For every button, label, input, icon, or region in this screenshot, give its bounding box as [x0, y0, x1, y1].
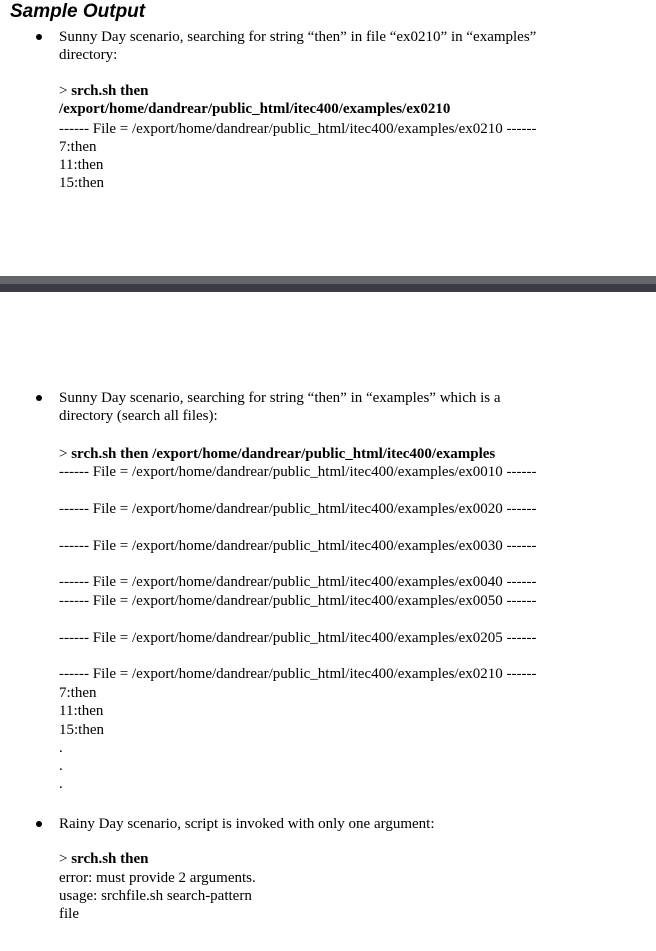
- output-line: 7:then: [59, 685, 97, 701]
- output-line: 15:then: [59, 722, 104, 738]
- output-line: ------ File = /export/home/dandrear/public_html/itec400/examples/ex0210 ------: [59, 666, 537, 682]
- output-line: ------ File = /export/home/dandrear/public_html/itec400/examples/ex0020 ------: [59, 501, 537, 517]
- section2-description-line1: Sunny Day scenario, searching for string “then” in “examples” which is a: [59, 390, 501, 406]
- command-prompt: >: [59, 851, 72, 867]
- bullet-icon: [36, 34, 42, 40]
- section1-description-line2: directory:: [59, 47, 118, 63]
- page-separator: [0, 276, 656, 292]
- output-line: 15:then: [59, 175, 104, 191]
- output-line: 7:then: [59, 139, 97, 155]
- command-text: srch.sh then /export/home/dandrear/public_html/itec400/examples: [71, 446, 496, 462]
- section3-description-line1: Rainy Day scenario, script is invoked with only one argument:: [59, 816, 435, 832]
- output-line: 11:then: [59, 703, 104, 719]
- output-line: usage: srchfile.sh search-pattern: [59, 888, 252, 904]
- output-line: error: must provide 2 arguments.: [59, 870, 256, 886]
- section2-description-line2: directory (search all files):: [59, 408, 218, 424]
- section1-command-line1: [59, 82, 148, 100]
- command-prompt: >: [59, 446, 72, 462]
- page-separator-highlight: [0, 276, 656, 284]
- ellipsis-dot: .: [59, 740, 63, 756]
- bullet-icon: [36, 821, 42, 827]
- section1-command-line2: /export/home/dandrear/public_html/itec400/examples/ex0210: [59, 101, 451, 117]
- bullet-icon: [36, 395, 42, 401]
- output-line: ------ File = /export/home/dandrear/public_html/itec400/examples/ex0205 ------: [59, 630, 537, 646]
- section3-command-line: [59, 850, 148, 868]
- ellipsis-dot: .: [59, 758, 63, 774]
- output-line: ------ File = /export/home/dandrear/public_html/itec400/examples/ex0040 ------: [59, 574, 537, 590]
- output-line: ------ File = /export/home/dandrear/public_html/itec400/examples/ex0210 ------: [59, 121, 537, 137]
- output-line: 11:then: [59, 157, 104, 173]
- output-line: file: [59, 906, 79, 922]
- section1-description-line1: Sunny Day scenario, searching for string “then” in file “ex0210” in “examples”: [59, 29, 537, 45]
- output-line: ------ File = /export/home/dandrear/public_html/itec400/examples/ex0050 ------: [59, 593, 537, 609]
- ellipsis-dot: .: [59, 776, 63, 792]
- section2-command-line: [59, 445, 495, 463]
- output-line: ------ File = /export/home/dandrear/public_html/itec400/examples/ex0030 ------: [59, 538, 537, 554]
- page-heading: Sample Output: [10, 1, 146, 22]
- command-prompt: >: [59, 83, 72, 99]
- command-text: srch.sh then: [71, 83, 149, 99]
- output-line: ------ File = /export/home/dandrear/public_html/itec400/examples/ex0010 ------: [59, 464, 537, 480]
- command-text: srch.sh then: [71, 851, 149, 867]
